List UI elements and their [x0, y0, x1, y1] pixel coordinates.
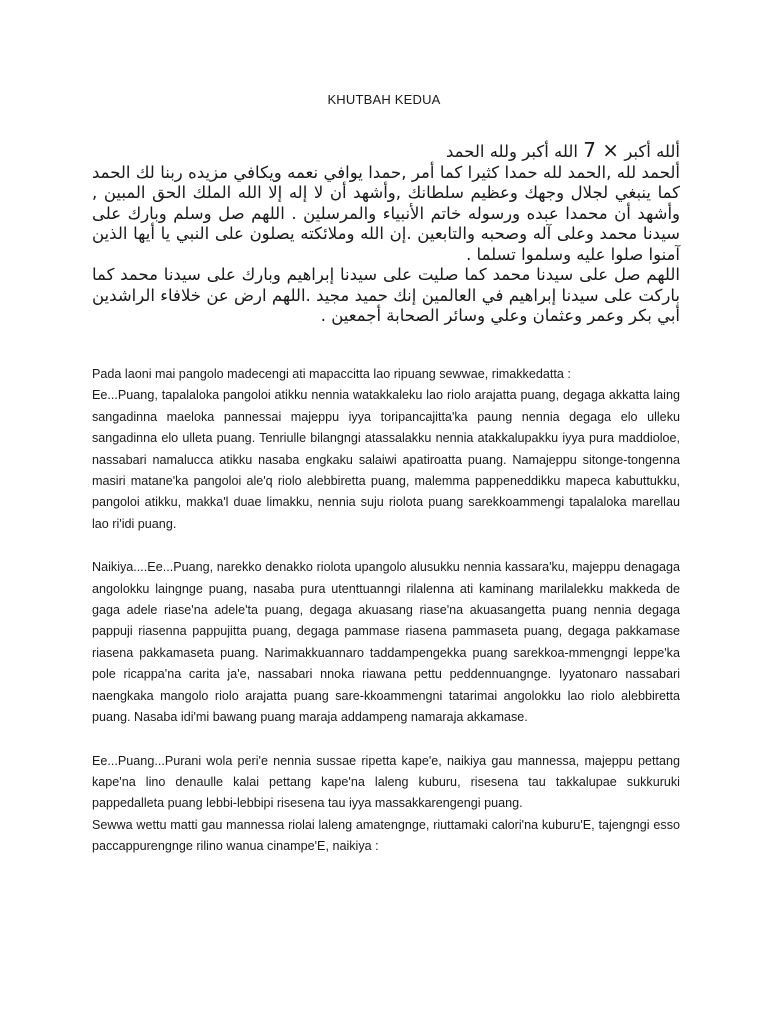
takbir-text-2: الله أكبر ولله الحمد — [446, 142, 578, 161]
arabic-opening — [92, 140, 680, 327]
takbir-line — [92, 140, 680, 163]
body-paragraph: Sewwa wettu matti gau mannessa riolai laleng amatengnge, riuttamaki calori'na kuburu'E, tajengngi esso paccappurengnge rilino wanua cinampe'E, naikiya : — [92, 817, 680, 854]
body-paragraph: Naikiya....Ee...Puang, narekko denakko riolota upangolo alusukku nennia kassara'ku, majeppu denagaga angolokku laingnge puang, nasaba pura utenttuanngi rilalenna ati kaminang marilalekku makkeda de gaga adele riase'na adele'ta puang, degaga akuasang riase'na akuasangetta puang nennia degaga pappuji riasenna pappujitta puang, degaga pammase riasena pammaseta puang, degaga pakkamase riasena pakkamaseta puang. Narimakkuannaro taddampengekka puang sarekkoa-mmengngi leppe'ka pole ricappa'na carita ja'e, nassabari nnoka riawana pettu peddennuangnge. Iyyatonaro nassabari naengkaka mangolo riolo arajatta puang sare-kkoammengni tatarimai angolokku lao riolo alebbiretta puang. Nasaba idi'mi bawang puang maraja addampeng namaraja akkamase. — [92, 560, 680, 725]
takbir-text: ألله أكبر — [624, 142, 680, 161]
arabic-paragraph-2: اللهم صل على سيدنا محمد كما صليت على سيدنا إبراهيم وبارك على سيدنا محمد كما باركت على سيدنا إبراهيم في العالمين إنك حميد مجيد .اللهم ارض عن خلافاء الراشدين أبي بكر وعمر وعثمان وعلي وسائر الصحابة أجمعين . — [92, 265, 680, 325]
page-title: KHUTBAH KEDUA — [327, 92, 441, 107]
takbir-count: × 7 — [583, 138, 620, 162]
body-paragraph: Ee...Puang...Purani wola peri'e nennia sussae ripetta kape'e, naikiya gau mannessa, majeppu pettang kape'na lino denaulle kalai pettang kape'na laleng kuburu, risesena tau takkalupae sukkuruki pappedalleta puang lebbi-lebbipi risesena tau iyya massakkarengengi puang. — [92, 753, 680, 811]
body-paragraph: Ee...Puang, tapalaloka pangoloi atikku nennia watakkaleku lao riolo arajatta puang, degaga akkatta laing sangadinna maeloka pannessai majeppu iyya toripancajitta'ka paung nennia degaga elo ulleku sangadinna elo ulleta puang. Tenriulle bilangngi atassalakku nennia atakkalupakku iyya pura maddioloe, nassabari namalucca atikku nasaba engkaku salaiwi apatiroatta puang. Namajeppu sitonge-tongenna masiri matane'ka pangoloi ale'q riolo alebbiretta puang, malemma pappeneddikku mapeca kabuttukku, pangoloi atikku, makka'l duae limakku, nennia suju riolota puang sarekkoammengi tapalaloka marellau lao ri'idi puang. — [92, 388, 680, 531]
intro-line: Pada laoni mai pangolo madecengi ati mapaccitta lao ripuang sewwae, rimakkedatta : — [92, 367, 571, 381]
khutbah-body — [92, 364, 680, 858]
arabic-paragraph-1: ألحمد لله ,الحمد لله حمدا كثيرا كما أمر ,حمدا يوافي نعمه ويكافي مزيده ربنا لك الحمد كما ينبغي لجلال وجهك وعظيم سلطانك ,وأشهد أن لا إله إلا الله الملك الحق المبين , وأشهد أن محمدا عبده ورسوله خاتم الأنبياء والمرسلين . اللهم صل وسلم وبارك على سيدنا محمد وعلى آله وصحبه والتابعين .إن الله وملائكته يصلون على النبي يا أيها الذين آمنوا صلوا عليه وسلموا تسلما . — [92, 162, 680, 264]
paragraph-gap — [92, 729, 680, 751]
paragraph-gap — [92, 535, 680, 557]
